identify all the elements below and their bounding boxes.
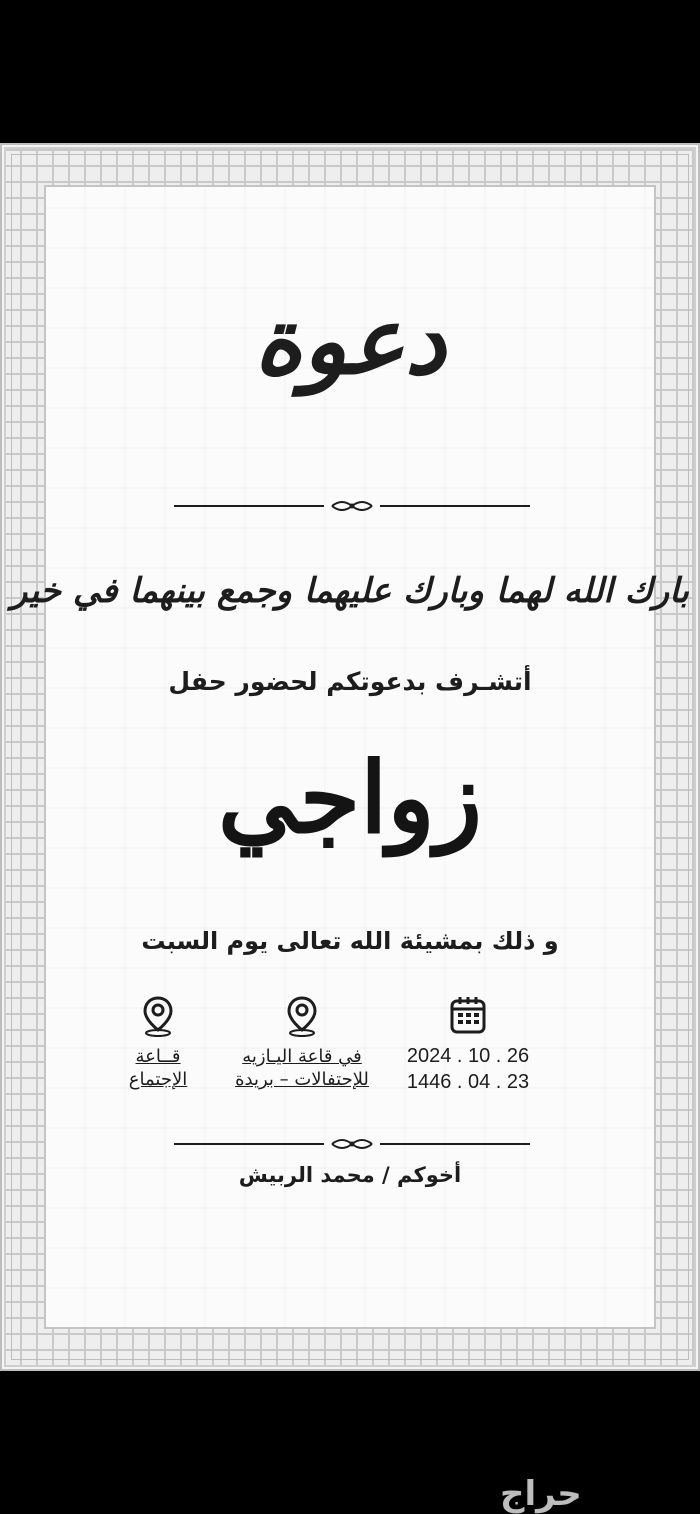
- venue-line-2: للإحتفالات – بريدة: [235, 1069, 369, 1091]
- calendar-icon: [449, 995, 487, 1035]
- hall-line-1: قــاعة: [135, 1046, 181, 1067]
- ornament-divider-top: [174, 497, 530, 515]
- signature: أخوكم / محمد الربيش: [238, 1163, 462, 1187]
- invite-line: أتشـرف بدعوتكم لحضور حفل: [168, 667, 532, 696]
- hall-block: [102, 995, 214, 1092]
- blessing-text: بارك الله لهما وبارك عليهما وجمع بينهما في خير: [11, 571, 689, 611]
- venue-block: [226, 995, 378, 1092]
- venue-line-1: في قاعة اليـازيه: [242, 1046, 362, 1067]
- location-pin-icon: [285, 995, 319, 1037]
- date-block: [398, 995, 538, 1095]
- hall-line-2: الإجتماع: [128, 1069, 188, 1091]
- location-pin-icon: [141, 995, 175, 1037]
- gregorian-date: 2024 . 10 . 26: [406, 1045, 530, 1067]
- invitation-title: دعوة: [254, 287, 446, 395]
- hijri-date: 1446 . 04 . 23: [406, 1071, 530, 1093]
- invitation-card: [0, 143, 700, 1371]
- day-line: و ذلك بمشيئة الله تعالى يوم السبت: [141, 927, 559, 955]
- event-name: زواجي: [217, 741, 483, 856]
- ornament-divider-bottom: [174, 1135, 530, 1153]
- site-watermark: حراج: [500, 1474, 582, 1514]
